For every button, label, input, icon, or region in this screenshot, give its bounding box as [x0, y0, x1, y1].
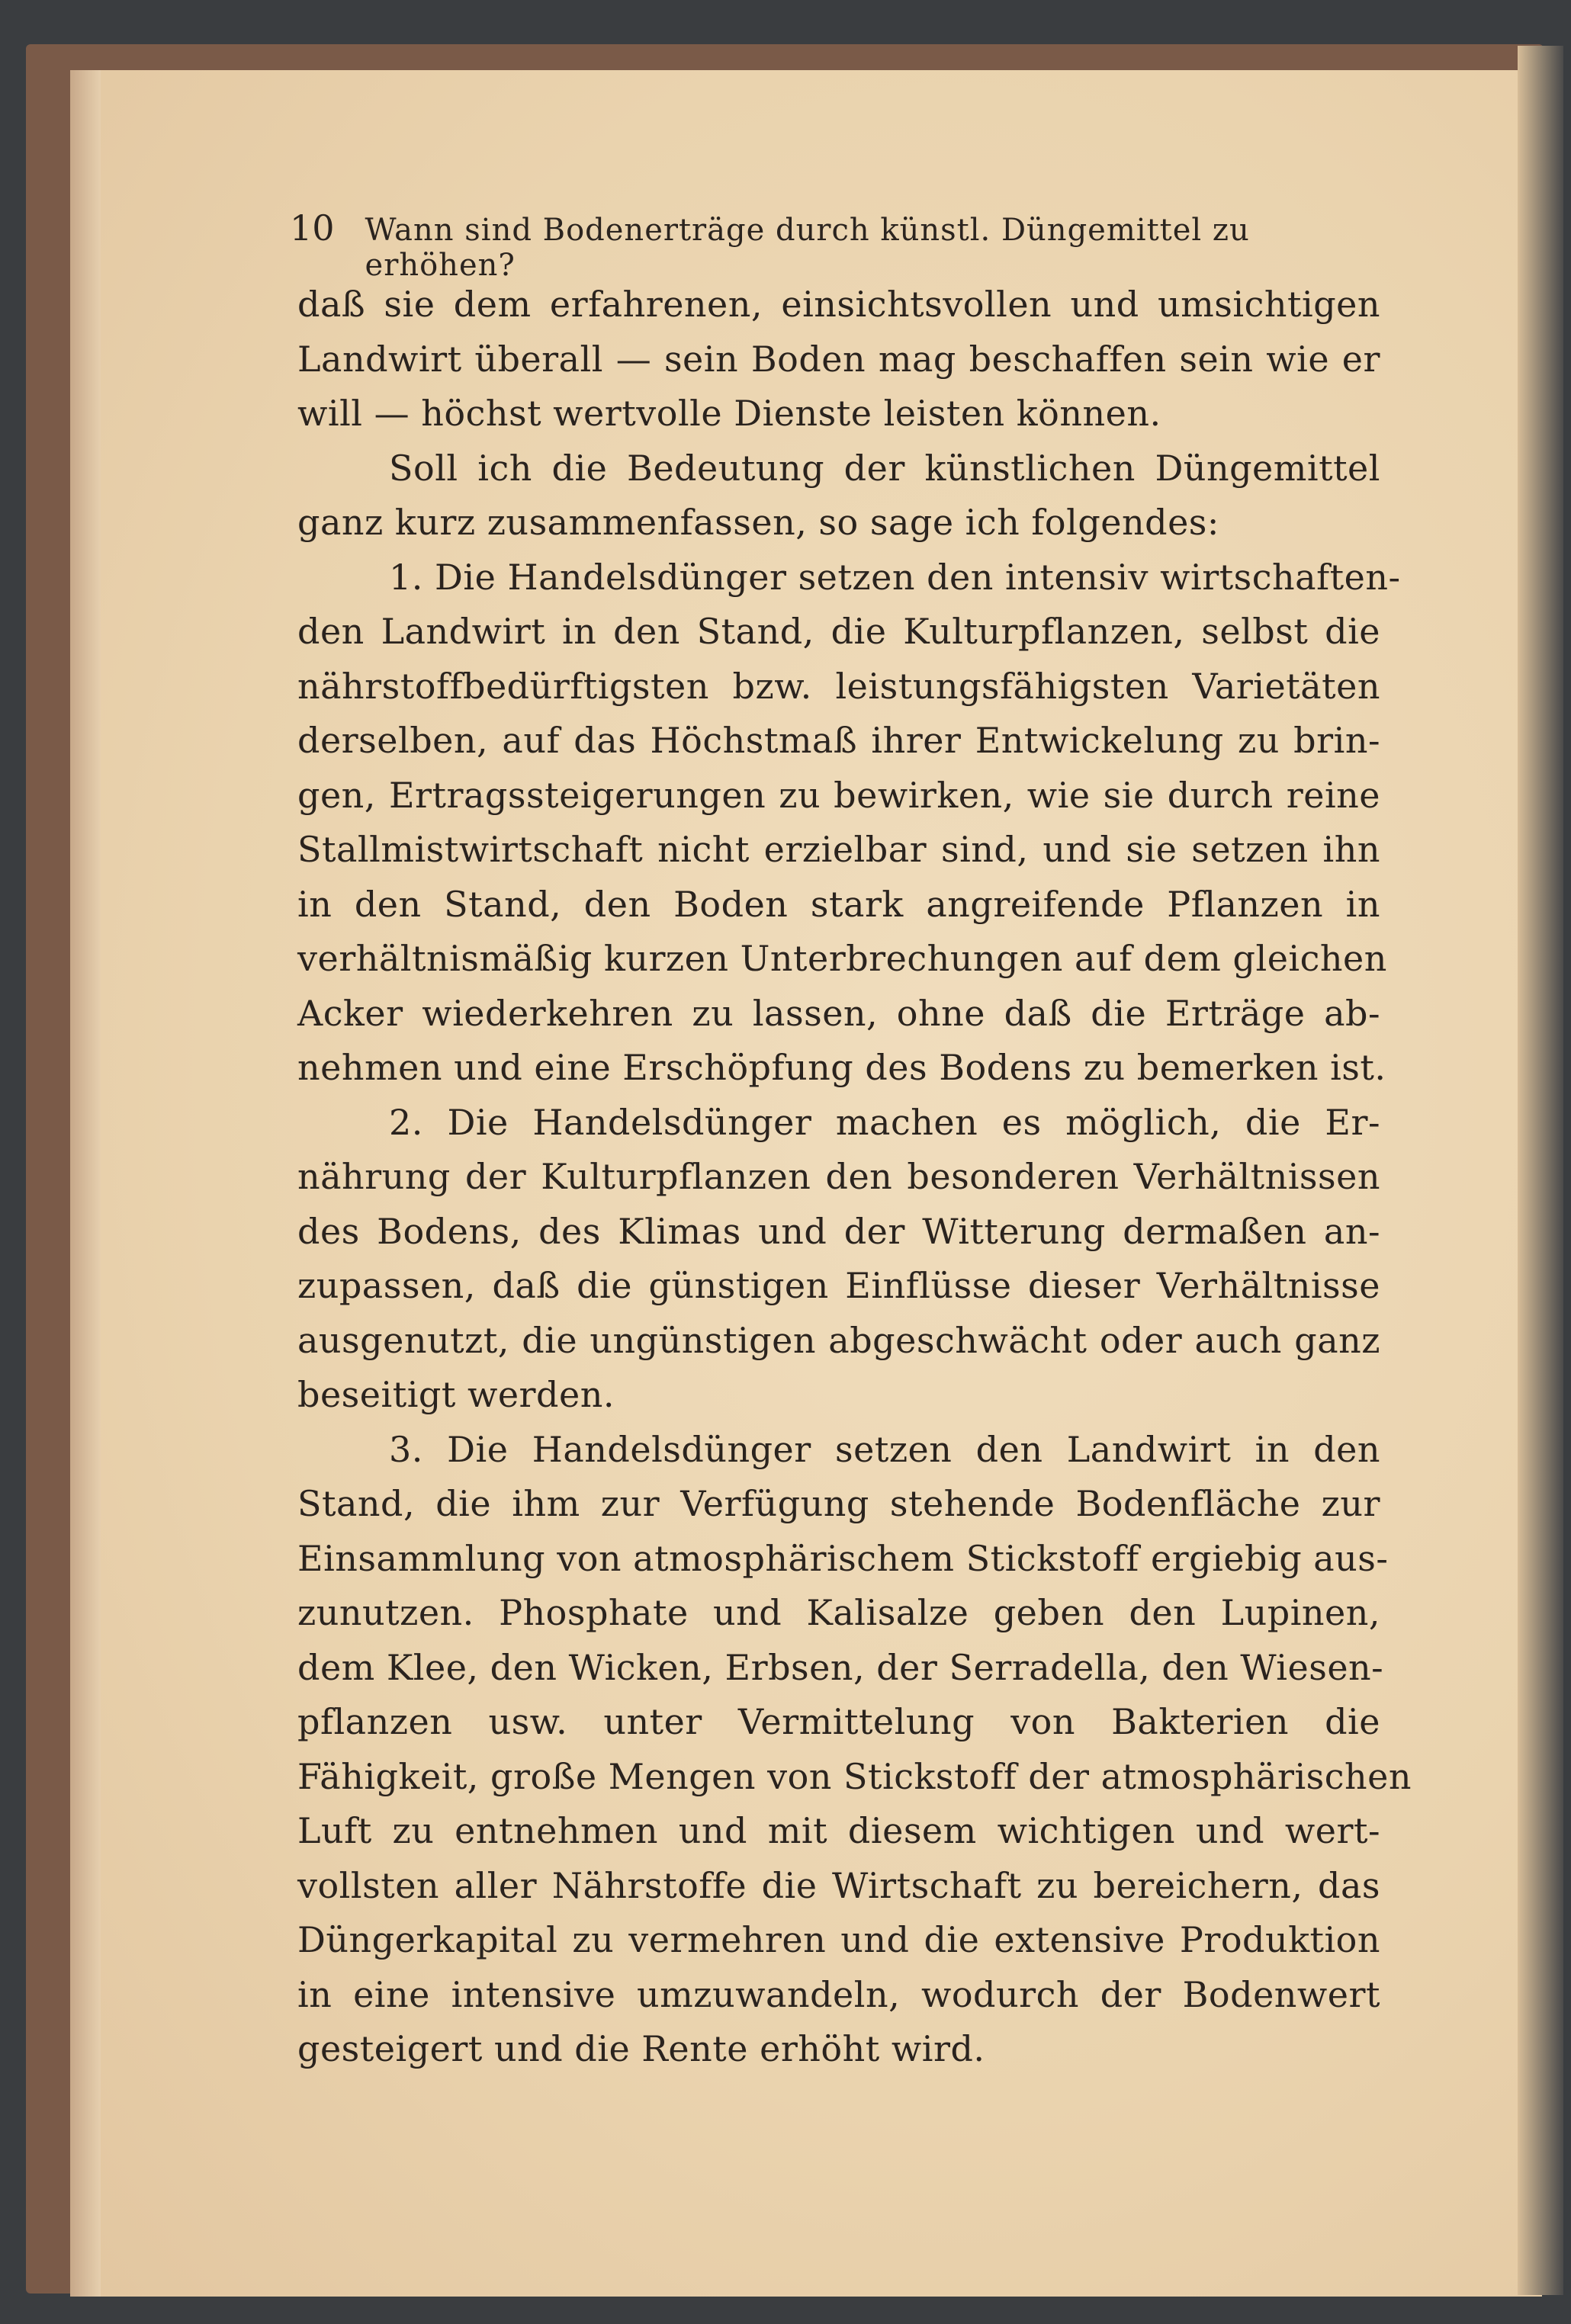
body-text — [297, 278, 1412, 2077]
running-title: Wann sind Bodenerträge durch künstl. Düngemittel zu erhöhen? — [365, 213, 1250, 283]
text-line: ganz kurz zusammenfassen, so sage ich folgendes: — [297, 502, 1219, 543]
text-line: daß sie dem erfahrenen, einsichtsvollen und umsichtigen — [297, 284, 1380, 325]
text-line: den Landwirt in den Stand, die Kulturpflanzen, selbst die — [297, 611, 1380, 652]
text-line: 1. Die Handelsdünger setzen den intensiv wirtschaften- — [389, 556, 1401, 598]
text-line: Soll ich die Bedeutung der künstlichen Düngemittel — [389, 447, 1380, 489]
book-gutter — [1518, 46, 1563, 2295]
text-line: des Bodens, des Klimas und der Witterung dermaßen an- — [297, 1210, 1380, 1252]
text-line: derselben, auf das Höchstmaß ihrer Entwickelung zu brin- — [297, 720, 1380, 761]
page-edge — [70, 70, 101, 2297]
text-line: verhältnismäßig kurzen Unterbrechungen auf dem gleichen — [297, 938, 1387, 979]
text-line: Düngerkapital zu vermehren und die extensive Produktion — [297, 1919, 1380, 1960]
text-line: gesteigert und die Rente erhöht wird. — [297, 2028, 985, 2069]
text-line: in den Stand, den Boden stark angreifende Pflanzen in — [297, 883, 1380, 925]
text-line: Luft zu entnehmen und mit diesem wichtigen und wert- — [297, 1810, 1380, 1851]
text-line: Einsammlung von atmosphärischem Stickstoff ergiebig aus- — [297, 1537, 1389, 1579]
text-line: will — höchst wertvolle Dienste leisten können. — [297, 393, 1161, 434]
text-line: vollsten aller Nährstoffe die Wirtschaft zu bereichern, das — [297, 1864, 1380, 1906]
text-line: in eine intensive umzuwandeln, wodurch der Bodenwert — [297, 1973, 1380, 2015]
text-line: gen, Ertragssteigerungen zu bewirken, wie sie durch reine — [297, 774, 1380, 816]
text-line: 3. Die Handelsdünger setzen den Landwirt in den — [389, 1428, 1380, 1470]
text-line: beseitigt werden. — [297, 1374, 615, 1415]
text-line: ausgenutzt, die ungünstigen abgeschwächt oder auch ganz — [297, 1319, 1380, 1361]
text-line: dem Klee, den Wicken, Erbsen, der Serradella, den Wiesen- — [297, 1646, 1384, 1688]
text-line: Acker wiederkehren zu lassen, ohne daß die Erträge ab- — [297, 992, 1380, 1034]
text-line: Stand, die ihm zur Verfügung stehende Bodenfläche zur — [297, 1483, 1380, 1524]
text-line: nährung der Kulturpflanzen den besonderen Verhältnissen — [297, 1156, 1380, 1197]
text-line: Landwirt überall — sein Boden mag beschaffen sein wie er — [297, 338, 1380, 380]
text-line: nehmen und eine Erschöpfung des Bodens zu bemerken ist. — [297, 1047, 1386, 1088]
text-line: 2. Die Handelsdünger machen es möglich, die Er- — [389, 1101, 1380, 1143]
page-number: 10 — [290, 207, 335, 249]
text-line: zupassen, daß die günstigen Einflüsse dieser Verhältnisse — [297, 1265, 1380, 1306]
text-line: nährstoffbedürftigsten bzw. leistungsfähigsten Varietäten — [297, 665, 1380, 707]
text-line: Stallmistwirtschaft nicht erzielbar sind, und sie setzen ihn — [297, 829, 1380, 870]
page-header — [290, 207, 1388, 283]
text-line: pflanzen usw. unter Vermittelung von Bakterien die — [297, 1701, 1380, 1742]
text-line: Fähigkeit, große Mengen von Stickstoff der atmosphärischen — [297, 1755, 1412, 1797]
text-line: zunutzen. Phosphate und Kalisalze geben den Lupinen, — [297, 1592, 1380, 1633]
